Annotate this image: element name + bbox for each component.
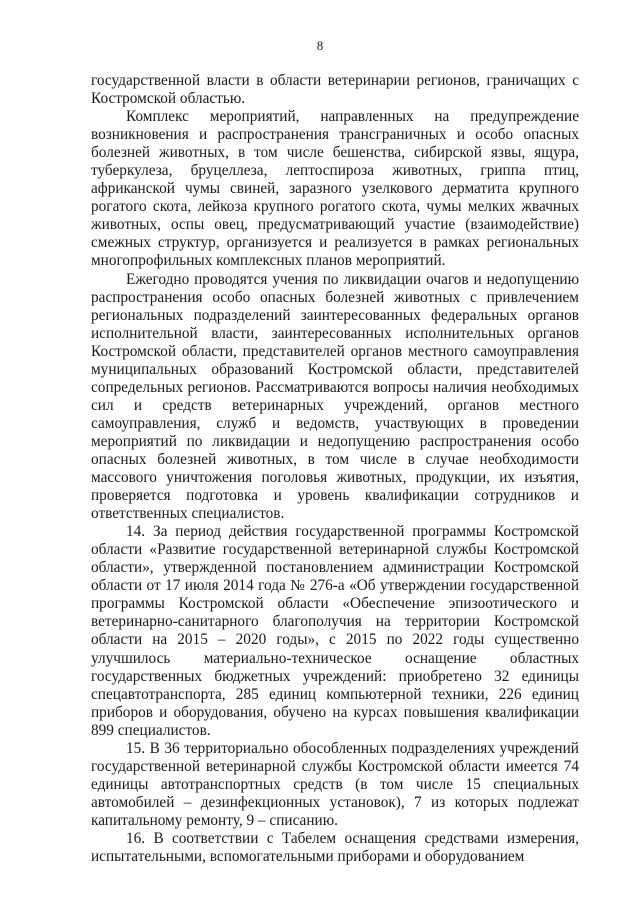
document-body (91, 72, 579, 866)
paragraph-item-15: 15. В 36 территориально обособленных подразделениях учреждений государственной ветеринарной службы Костромской области имеется 74 единицы автотранспортных средств (в том числе 15 специальных автомобилей – дезинфекционных установок), 7 из которых подлежат капитальному ремонту, 9 – списанию. (91, 739, 579, 829)
paragraph-item-14: 14. За период действия государственной программы Костромской области «Развитие государственной ветеринарной службы Костромской области», утвержденной постановлением администрации Костромской области от 17 июля 2014 года № 276-а «Об утверждении государственной программы Костромской области «Обеспечение эпизоотического и ветеринарно-санитарного благополучия на территории Костромской области на 2015 – 2020 годы», с 2015 по 2022 годы существенно улучшилось материально-техническое оснащение областных государственных бюджетных учреждений: приобретено 32 единицы спецавтотранспорта, 285 единиц компьютерной техники, 226 единиц приборов и оборудования, обучено на курсах повышения квалификации 899 специалистов. (91, 523, 579, 739)
page-number: 8 (316, 38, 324, 53)
paragraph-item-16: 16. В соответствии с Табелем оснащения средствами измерения, испытательными, вспомогательными приборами и оборудованием (91, 829, 579, 866)
paragraph-annual-exercises: Ежегодно проводятся учения по ликвидации очагов и недопущению распространения особо опасных болезней животных с привлечением региональных подразделений заинтересованных федеральных органов исполнительной власти, заинтересованных исполнительных органов Костромской области, представителей органов местного самоуправления муниципальных образований Костромской области, представителей сопредельных регионов. Рассматриваются вопросы наличия необходимых сил и средств ветеринарных учреждений, органов местного самоуправления, служб и ведомств, участвующих в проведении мероприятий по ликвидации и недопущению распространения особо опасных болезней животных, в том числе в случае необходимости массового уничтожения поголовья животных, продукции, их изъятия, проверяется подготовка и уровень квалификации сотрудников и ответственных специалистов. (91, 270, 579, 523)
paragraph-complex-measures: Комплекс мероприятий, направленных на предупреждение возникновения и распространения трансграничных и особо опасных болезней животных, в том числе бешенства, сибирской язвы, ящура, туберкулеза, бруцеллеза, лептоспироза животных, гриппа птиц, африканской чумы свиней, заразного узелкового дерматита крупного рогатого скота, лейкоза крупного рогатого скота, чумы мелких жвачных животных, оспы овец, предусматривающий участие (взаимодействие) смежных структур, организуется и реализуется в рамках региональных многопрофильных комплексных планов мероприятий. (91, 108, 579, 270)
paragraph-continuation: государственной власти в области ветеринарии регионов, граничащих с Костромской областью. (91, 72, 579, 108)
